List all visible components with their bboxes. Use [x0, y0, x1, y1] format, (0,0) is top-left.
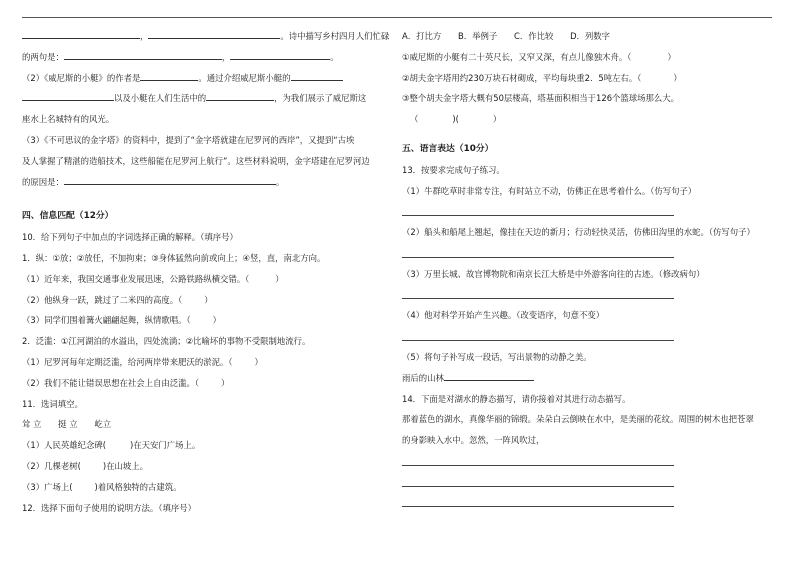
text: （1）尼罗河每年定期泛滥，给河两岸带来肥沃的淤泥。（ [22, 356, 233, 367]
q10-1-c [22, 310, 394, 331]
text: （ [410, 114, 419, 125]
header-rule [22, 17, 772, 18]
q11-word-bank: 耸 立 挺 立 屹立 [22, 419, 112, 430]
line-venice-2 [22, 88, 394, 109]
text: 。 [275, 176, 285, 187]
text: ， [221, 51, 231, 62]
text: ） [212, 315, 222, 326]
answer-line[interactable] [402, 326, 774, 347]
q13-5: （5）将句子补写成一段话，写出景物的动静之美。 [402, 351, 592, 362]
text: 的两句是： [22, 51, 64, 62]
q12-2 [402, 68, 774, 89]
line-pyramid-3 [22, 172, 394, 193]
q13-5-prompt [402, 368, 774, 389]
text: )着风格独特的古建筑。 [94, 481, 182, 492]
line-poem-2 [22, 47, 394, 68]
q13-1: （1）牛群吃草时非常专注，有时站立不动，仿佛正在思考着什么。（仿写句子） [402, 185, 697, 196]
q13-3: （3）万里长城、故宫博物院和南京长江大桥是中外游客向往的古迹。（修改病句） [402, 268, 705, 279]
answer-line[interactable] [402, 243, 774, 264]
text: ， [140, 31, 149, 41]
text: ②胡夫金字塔用约230万块石材砌成，平均每块重2．5吨左右。（ [402, 72, 642, 83]
section-4-title: 四、信息匹配（12分） [22, 211, 114, 222]
text: )在天安门广场上。 [129, 440, 201, 451]
question-13: 13．按要求完成句子练习。 [402, 164, 505, 175]
question-12: 12．选择下面句子使用的说明方法。（填序号） [22, 502, 196, 513]
q10-1-a [22, 269, 394, 290]
text: )( [452, 114, 459, 125]
q11-c [22, 477, 394, 498]
text: ） [254, 356, 263, 367]
answer-line[interactable] [402, 472, 774, 493]
q10-item-2: 2．泛滥：①江河湖泊的水溢出，四处流淌；②比喻坏的事物不受限制地流行。 [22, 336, 311, 347]
answer-line[interactable] [402, 285, 774, 306]
answer-line[interactable] [402, 451, 774, 472]
text: 雨后的山林 [402, 372, 444, 383]
line-poem-1 [22, 26, 394, 47]
text: ） [673, 72, 682, 83]
q10-1-b [22, 290, 394, 311]
blank [64, 51, 222, 60]
text: （3）广场上( [22, 481, 73, 492]
text: （3）同学们围着篝火翩翩起舞，纵情歌唱。（ [22, 315, 191, 326]
line-pyramid-2: 及人掌握了精湛的造船技术，这些船能在尼罗河上航行”。这些材料说明，金字塔建在尼罗河边 [22, 155, 370, 166]
line-venice-3: 座水上名城特有的风光。 [22, 114, 115, 125]
answer-line[interactable] [402, 493, 774, 514]
q13-4: （4）他对科学开始产生兴趣。（改变语序，句意不变） [402, 310, 605, 321]
q10-2-b [22, 373, 394, 394]
text: （1）近年来，我国交通事业发展迅速，公路铁路纵横交错。（ [22, 273, 250, 284]
q14-text-1: 那着蓝色的湖水，真像华丽的锦缎。朵朵白云倒映在水中，是美丽的花纹。周围的树木也把苍翠 [402, 414, 754, 425]
blank [22, 92, 114, 101]
q12-3-answer [402, 109, 774, 130]
blank [206, 92, 274, 101]
text: 。诗中描写乡村四月人们忙碌 [280, 31, 390, 41]
text: ） [204, 294, 213, 305]
question-14: 14．下面是对湖水的静态描写，请你接着对其进行动态描写。 [402, 393, 631, 404]
text: （2）《威尼斯的小艇》的作者是 [22, 72, 141, 83]
text: )在山坡上。 [102, 460, 149, 471]
text: （2）他纵身一跃，跳过了二米四的高度。（ [22, 294, 183, 305]
text: （2）我们不能让错误思想在社会上自由泛滥。（ [22, 377, 200, 388]
text: ） [275, 273, 284, 284]
text: 的原因是： [22, 176, 64, 187]
q11-a [22, 435, 394, 456]
line-venice-1 [22, 68, 394, 89]
q14-text-2: 的身影映入水中。忽然，一阵风吹过， [402, 435, 545, 446]
text: 。通过介绍威尼斯小艇的 [198, 72, 291, 83]
line-pyramid-1: （3）《不可思议的金字塔》的资料中，提到了“金字塔就建在尼罗河的西岸”，又提到“古埃 [22, 134, 355, 145]
text: （2）几棵老树( [22, 460, 81, 471]
q13-2: （2）船头和船尾上翘起，像挂在天边的新月；行动轻快灵活，仿佛田沟里的水蛇。（仿写句子） [402, 227, 755, 238]
blank [148, 30, 280, 39]
blank [291, 72, 343, 81]
text: 。 [330, 51, 339, 62]
left-column [22, 26, 394, 518]
text: 以及小艇在人们生活中的 [114, 93, 207, 104]
text: ） [221, 377, 230, 388]
q10-2-a [22, 352, 394, 373]
text: ，为我们展示了威尼斯这 [274, 93, 367, 104]
text: （1）人民英雄纪念碑( [22, 440, 106, 451]
blank [444, 372, 534, 381]
right-column [402, 26, 774, 513]
text: ） [667, 51, 676, 62]
blank [64, 176, 276, 185]
q12-1 [402, 47, 774, 68]
answer-line[interactable] [402, 201, 774, 222]
text: ） [492, 114, 502, 125]
q11-b [22, 456, 394, 477]
blank [230, 51, 330, 60]
blank [140, 72, 198, 81]
question-11: 11．选词填空。 [22, 398, 83, 409]
blank [22, 30, 140, 39]
q12-3: ③整个胡夫金字塔大概有50层楼高，塔基面积相当于126个篮球场那么大。 [402, 93, 680, 104]
question-10: 10．给下列句子中加点的字词选择正确的解释。（填序号） [22, 232, 238, 243]
section-5-title: 五、语言表达（10分） [402, 143, 494, 154]
q12-options: A．打比方 B．举例子 C．作比较 D．列数字 [402, 31, 611, 41]
q10-item-1: 1．纵：①放；②放任，不加拘束；③身体猛然向前或向上；④竖，直，南北方向。 [22, 252, 326, 263]
text: ①威尼斯的小艇有二十英尺长，又窄又深，有点儿像独木舟。（ [402, 51, 632, 62]
